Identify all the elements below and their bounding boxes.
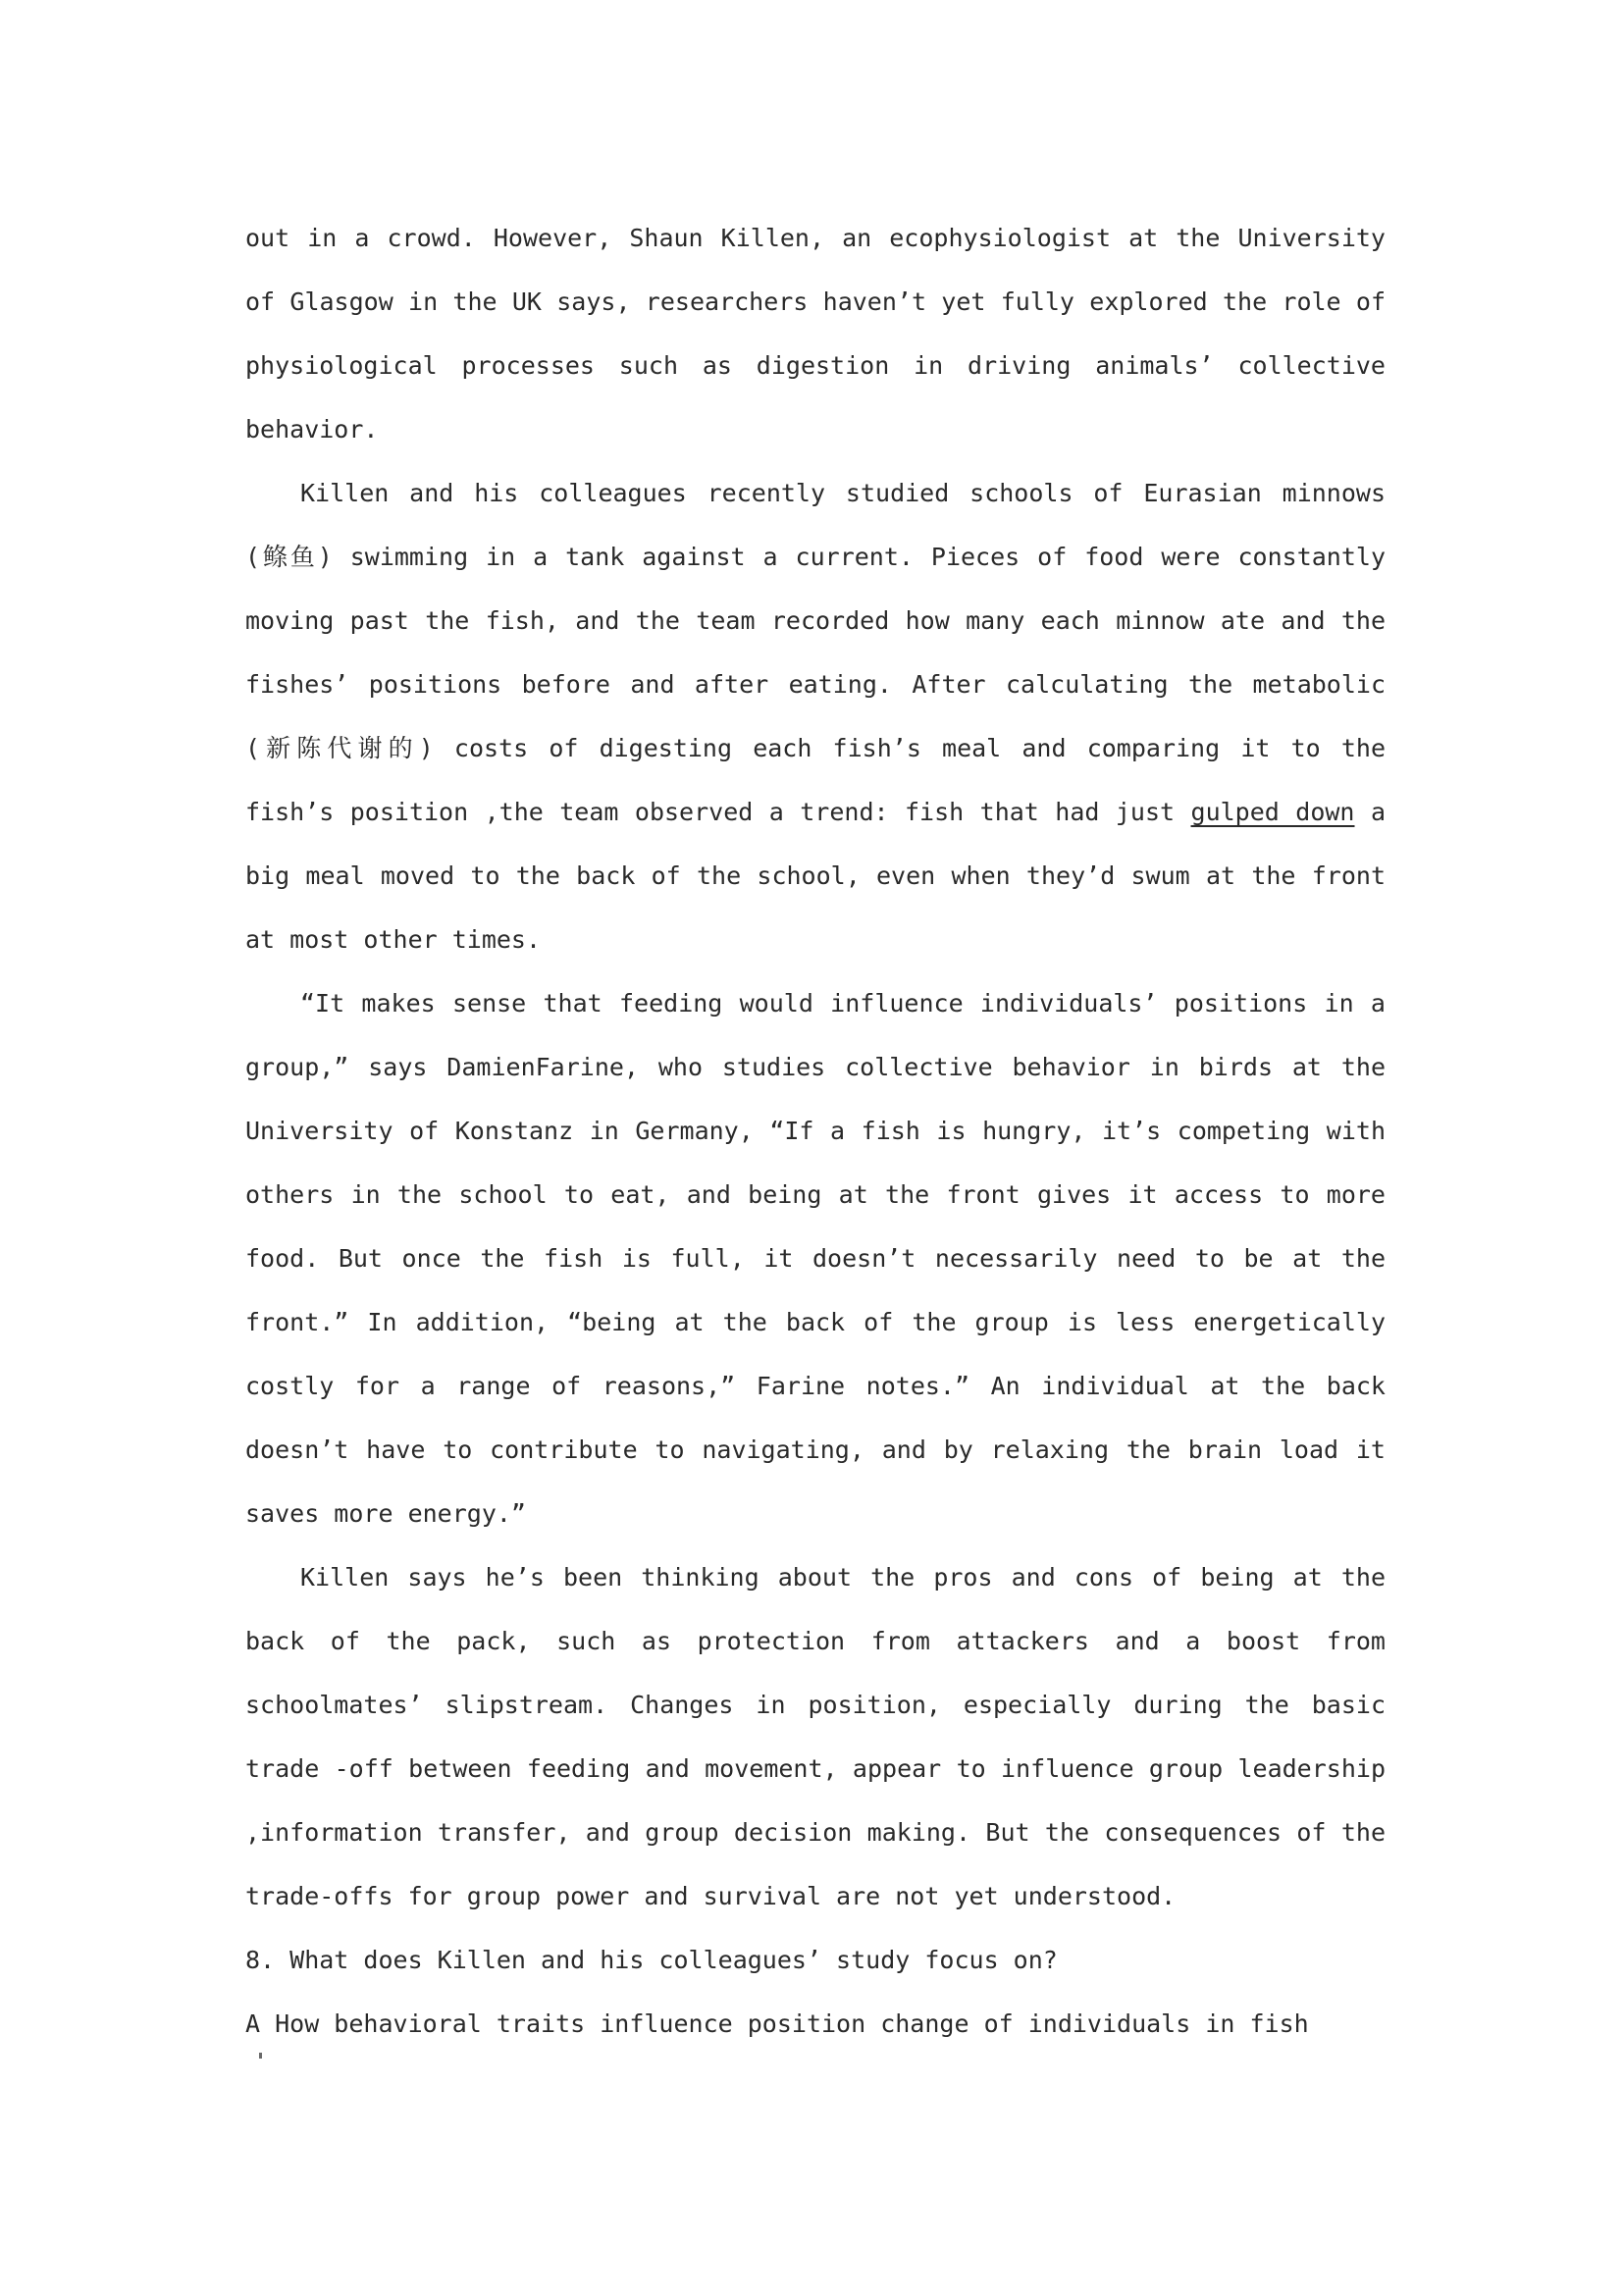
option-a: A How behavioral traits influence position change of individuals in fish [245, 2009, 1309, 2038]
stray-mark [259, 2053, 262, 2059]
question-8: 8. What does Killen and his colleagues’ study focus on? [245, 1946, 1058, 1974]
paragraph-4: Killen says he’s been thinking about the pros and cons of being at the back of the pack, such as protection from attackers and a boost from schoolmates’ slipstream. Changes in position, especially during the basic trade -off between feeding and movement, appear to influence group leadership ,information transfer, and group decision making. But the consequences of the trade-offs for group power and survival are not yet understood. [245, 1563, 1386, 1910]
paragraph-2-text-after: a big meal moved to the back of the school, even when they’d swum at the front at most other times. [245, 798, 1386, 954]
paragraph-2-text-before: Killen and his colleagues recently studied schools of Eurasian minnows (鲦鱼) swimming in a tank against a current. Pieces of food were constantly moving past the fish, and the team recorded how many each minnow ate and the fishes’ positions before and after eating. After calculating the metabolic (新陈代谢的) costs of digesting each fish’s meal and comparing it to the fish’s position ,the team observed a trend: fish that had just [245, 479, 1386, 826]
underlined-phrase: gulped down [1190, 798, 1355, 826]
article-body [245, 206, 1386, 2056]
paragraph-2 [245, 461, 1386, 971]
paragraph-1: out in a crowd. However, Shaun Killen, an ecophysiologist at the University of Glasgow in the UK says, researchers haven’t yet fully explored the role of physiological processes such as digestion in driving animals’ collective behavior. [245, 224, 1386, 444]
paragraph-3: “It makes sense that feeding would influence individuals’ positions in a group,” says DamienFarine, who studies collective behavior in birds at the University of Konstanz in Germany, “If a fish is hungry, it’s competing with others in the school to eat, and being at the front gives it access to more food. But once the fish is full, it doesn’t necessarily need to be at the front.” In addition, “being at the back of the group is less energetically costly for a range of reasons,” Farine notes.” An individual at the back doesn’t have to contribute to navigating, and by relaxing the brain load it saves more energy.” [245, 989, 1386, 1528]
